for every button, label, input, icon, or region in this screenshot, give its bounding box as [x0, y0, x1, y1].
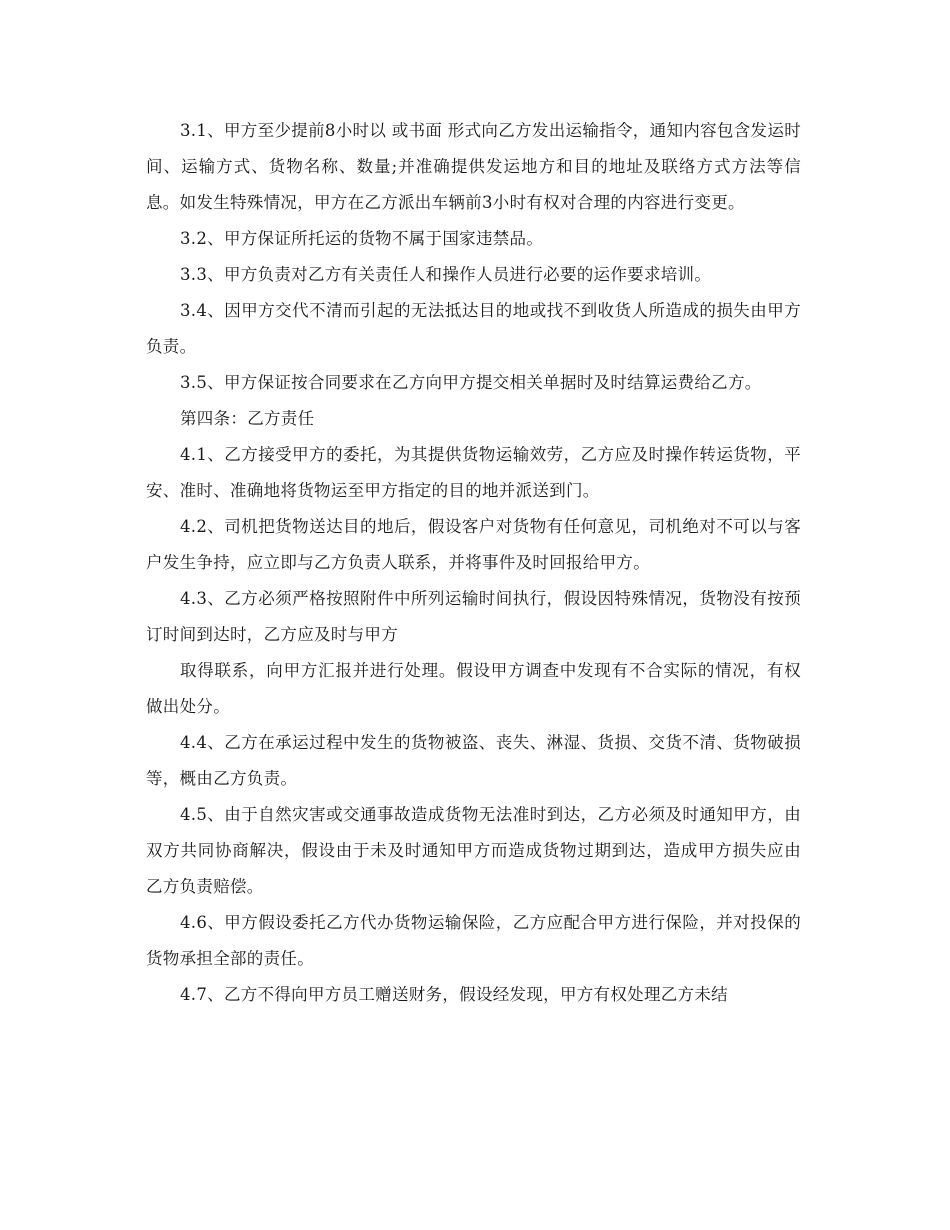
- clause-4-2: 4.2、司机把货物送达目的地后，假设客户对货物有任何意见，司机绝对不可以与客户发生争持，应立即与乙方负责人联系，并将事件及时回报给甲方。: [146, 517, 801, 572]
- clause-4-5: 4.5、由于自然灾害或交通事故造成货物无法准时到达，乙方必须及时通知甲方，由双方共同协商解决，假设由于未及时通知甲方而造成货物过期到达，造成甲方损失应由乙方负责赔偿。: [146, 805, 801, 896]
- clause-3-3: 3.3、甲方负责对乙方有关责任人和操作人员进行必要的运作要求培训。: [180, 265, 712, 284]
- clause-4-1: 4.1、乙方接受甲方的委托，为其提供货物运输效劳，乙方应及时操作转运货物，平安、准时、准确地将货物运至甲方指定的目的地并派送到门。: [146, 445, 801, 500]
- section-heading-article-4: 第四条：乙方责任: [180, 409, 315, 428]
- document-page: [146, 113, 801, 1013]
- clause-4-3-continued: 取得联系，向甲方汇报并进行处理。假设甲方调查中发现有不合实际的情况，有权做出处分。: [146, 661, 801, 716]
- clause-3-5: 3.5、甲方保证按合同要求在乙方向甲方提交相关单据时及时结算运费给乙方。: [180, 373, 762, 392]
- clause-4-7: 4.7、乙方不得向甲方员工赠送财务，假设经发现，甲方有权处理乙方未结: [180, 985, 728, 1004]
- clause-3-1: 3.1、甲方至少提前8小时以 或书面 形式向乙方发出运输指令，通知内容包含发运时间、运输方式、货物名称、数量;并准确提供发运地方和目的地址及联络方式方法等信息。如发生特殊情况，甲方在乙方派出车辆前3小时有权对合理的内容进行变更。: [146, 121, 801, 212]
- clause-3-2: 3.2、甲方保证所托运的货物不属于国家违禁品。: [180, 229, 544, 248]
- clause-4-3: 4.3、乙方必须严格按照附件中所列运输时间执行，假设因特殊情况，货物没有按预订时间到达时，乙方应及时与甲方: [146, 589, 801, 644]
- clause-3-4: 3.4、因甲方交代不清而引起的无法抵达目的地或找不到收货人所造成的损失由甲方负责。: [146, 301, 801, 356]
- clause-4-4: 4.4、乙方在承运过程中发生的货物被盗、丧失、淋湿、货损、交货不清、货物破损等，概由乙方负责。: [146, 733, 801, 788]
- clause-4-6: 4.6、甲方假设委托乙方代办货物运输保险，乙方应配合甲方进行保险，并对投保的货物承担全部的责任。: [146, 913, 801, 968]
